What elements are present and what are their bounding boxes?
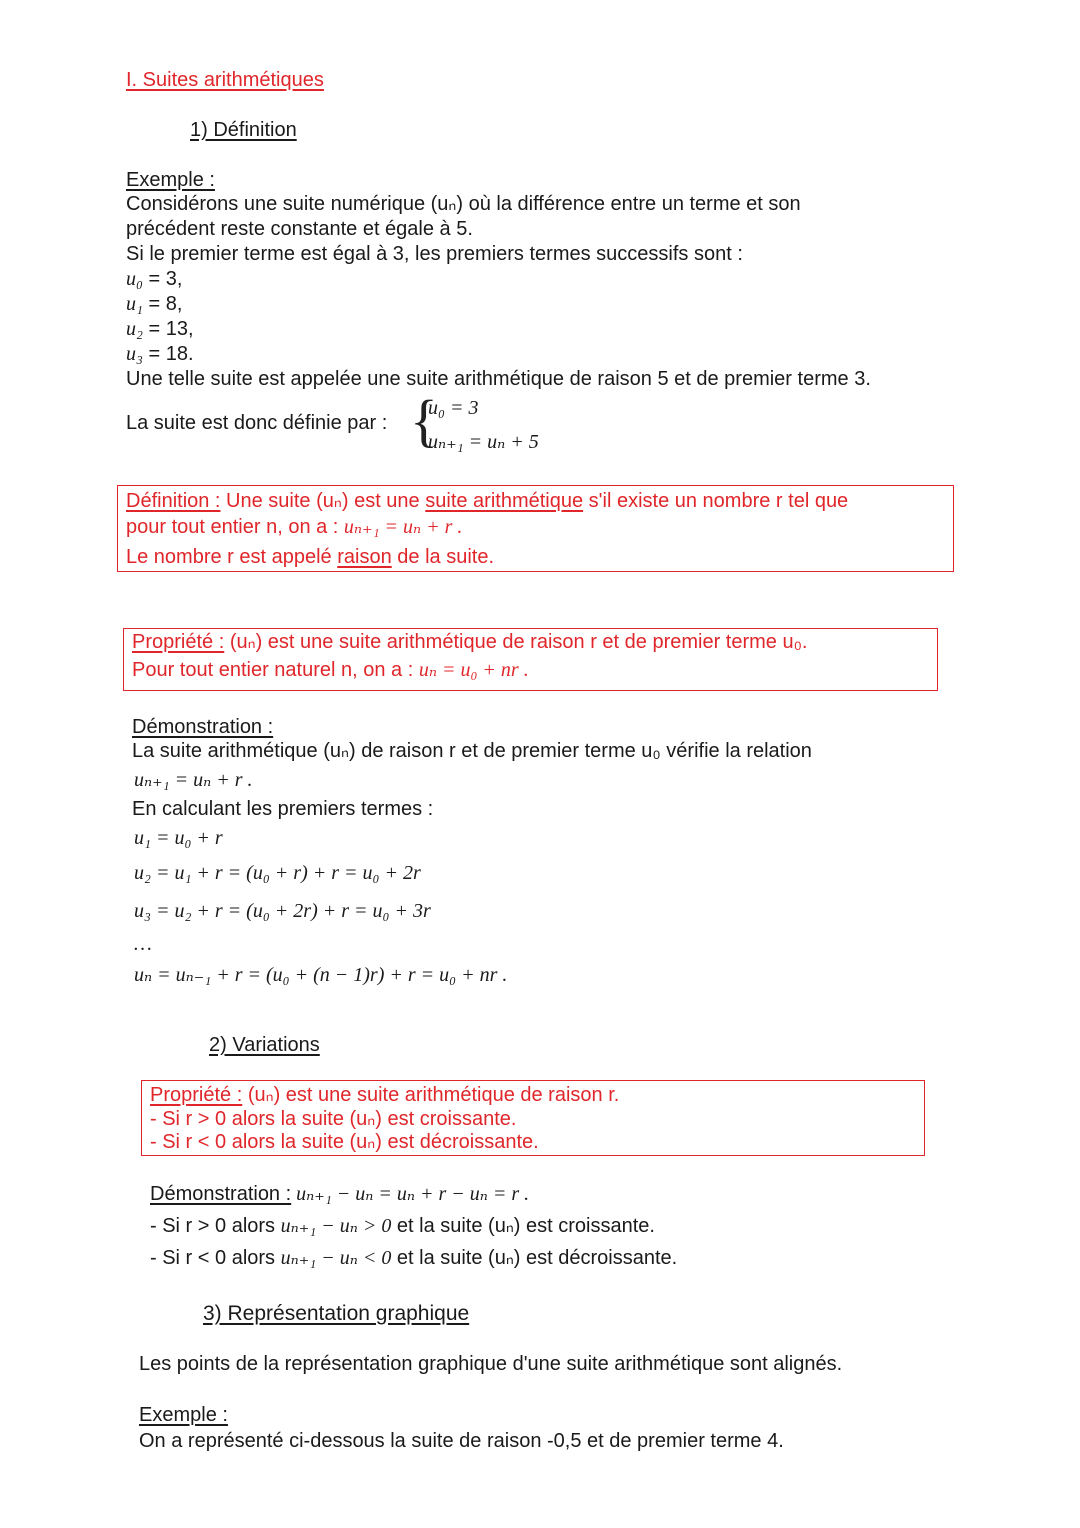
- definition-term: suite arithmétique: [425, 490, 584, 512]
- property-line: [132, 630, 807, 654]
- definition-text: s'il existe un nombre r tel que: [583, 490, 849, 512]
- demo-step: …: [134, 933, 152, 955]
- section-title: I. Suites arithmétiques: [126, 69, 324, 91]
- definition-label: Définition :: [126, 490, 221, 512]
- property-line: - Si r > 0 alors la suite (uₙ) est croissante.: [150, 1108, 517, 1130]
- example-label: Exemple :: [139, 1404, 228, 1426]
- example-text: On a représenté ci-dessous la suite de raison -0,5 et de premier terme 4.: [139, 1430, 784, 1452]
- system-brace: {: [410, 388, 438, 453]
- property-line: [132, 658, 529, 682]
- term-name: u₁: [126, 293, 143, 315]
- term-line: [126, 317, 194, 341]
- demo-step: u₂ = u₁ + r = (u₀ + r) + r = u₀ + 2r: [134, 862, 421, 884]
- demo-label: Démonstration :: [150, 1183, 292, 1205]
- property-text: (uₙ) est une suite arithmétique de raison r et de premier terme u₀.: [224, 631, 808, 653]
- demo-formula: uₙ₊₁ − uₙ = uₙ + r − uₙ = r .: [291, 1183, 530, 1205]
- example-text: précédent reste constante et égale à 5.: [126, 218, 473, 240]
- property-label: Propriété :: [150, 1084, 243, 1106]
- definition-formula: uₙ₊₁ = uₙ + r .: [343, 516, 463, 538]
- demo-text: En calculant les premiers termes :: [132, 798, 434, 820]
- demo-formula: uₙ₊₁ − uₙ < 0: [280, 1247, 392, 1269]
- defined-by-text: La suite est donc définie par :: [126, 412, 388, 434]
- demo-text: - Si r < 0 alors: [150, 1247, 281, 1269]
- property-label: Propriété :: [132, 631, 225, 653]
- term-line: [126, 292, 182, 316]
- example-text: Considérons une suite numérique (uₙ) où la différence entre un terme et son: [126, 193, 801, 215]
- demo-step: uₙ = uₙ₋₁ + r = (u₀ + (n − 1)r) + r = u₀ + nr .: [134, 964, 508, 986]
- demo-line: [150, 1182, 529, 1206]
- subsection-graph: 3) Représentation graphique: [203, 1302, 470, 1325]
- definition-line: [126, 489, 848, 513]
- definition-text: Une suite (uₙ) est une: [220, 490, 426, 512]
- definition-text: pour tout entier n, on a :: [126, 516, 344, 538]
- term-line: [126, 267, 182, 291]
- example-text: Si le premier terme est égal à 3, les premiers termes successifs sont :: [126, 243, 743, 265]
- demo-formula: uₙ₊₁ − uₙ > 0: [280, 1215, 392, 1237]
- demo-line: [150, 1246, 677, 1270]
- definition-text: de la suite.: [391, 546, 495, 568]
- property-text: Pour tout entier naturel n, on a :: [132, 659, 419, 681]
- property-text: (uₙ) est une suite arithmétique de raison r.: [242, 1084, 620, 1106]
- demo-text: La suite arithmétique (uₙ) de raison r et de premier terme u₀ vérifie la relation: [132, 740, 812, 762]
- demo-text: - Si r > 0 alors: [150, 1215, 281, 1237]
- property-line: [150, 1083, 619, 1107]
- graph-text: Les points de la représentation graphique d'une suite arithmétique sont alignés.: [139, 1353, 843, 1375]
- term-line: [126, 342, 194, 366]
- term-value: = 3,: [142, 268, 183, 290]
- demo-label: Démonstration :: [132, 716, 274, 738]
- demo-step: u₃ = u₂ + r = (u₀ + 2r) + r = u₀ + 3r: [134, 900, 431, 922]
- property-line: - Si r < 0 alors la suite (uₙ) est décroissante.: [150, 1131, 539, 1153]
- subsection-definition: 1) Définition: [190, 119, 297, 141]
- term-value: = 13,: [142, 318, 194, 340]
- term-value: = 18.: [142, 343, 194, 365]
- demo-text: et la suite (uₙ) est croissante.: [391, 1215, 655, 1237]
- property-formula: uₙ = u₀ + nr .: [418, 659, 529, 681]
- demo-step: u₁ = u₀ + r: [134, 827, 223, 849]
- definition-line: [126, 515, 462, 539]
- demo-formula: uₙ₊₁ = uₙ + r .: [134, 769, 253, 791]
- term-name: u₃: [126, 343, 143, 365]
- term-value: = 8,: [142, 293, 183, 315]
- example-label: Exemple :: [126, 169, 215, 191]
- demo-line: [150, 1214, 655, 1238]
- subsection-variations: 2) Variations: [209, 1034, 320, 1056]
- definition-line: [126, 545, 494, 569]
- term-name: u₀: [126, 268, 143, 290]
- example-conclusion: Une telle suite est appelée une suite arithmétique de raison 5 et de premier terme 3.: [126, 368, 871, 390]
- system-line: uₙ₊₁ = uₙ + 5: [428, 431, 539, 453]
- term-name: u₂: [126, 318, 143, 340]
- system-line: u₀ = 3: [428, 397, 479, 419]
- definition-text: Le nombre r est appelé: [126, 546, 338, 568]
- demo-text: et la suite (uₙ) est décroissante.: [391, 1247, 678, 1269]
- definition-term: raison: [337, 546, 392, 568]
